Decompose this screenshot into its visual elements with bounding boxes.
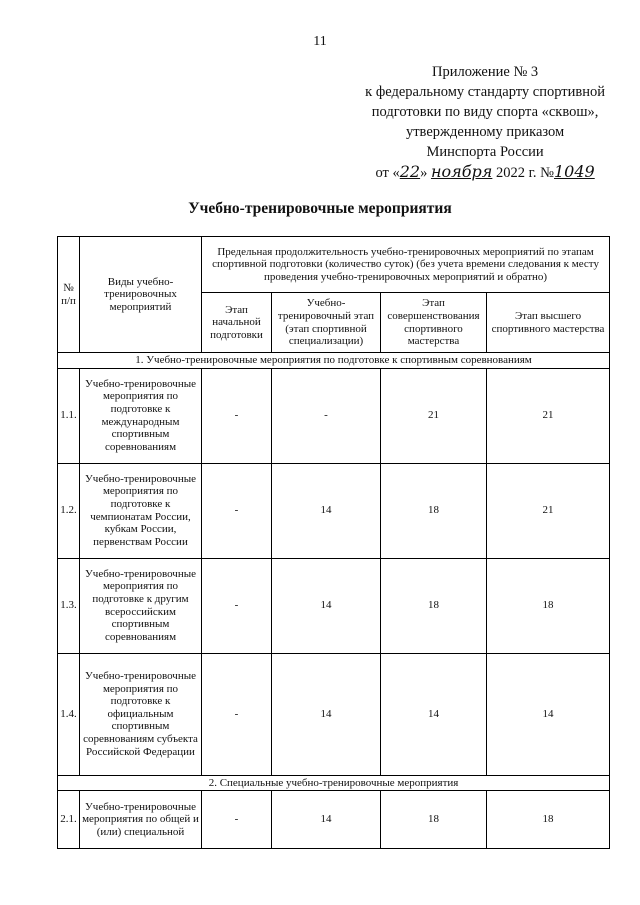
row-value: - [202, 791, 272, 849]
table-row [58, 368, 610, 463]
date-prefix: от « [375, 165, 400, 181]
col-stage1-header: Этап начальной подготовки [202, 293, 272, 353]
appendix-block [365, 62, 605, 183]
row-value: 18 [381, 463, 487, 558]
row-value: - [272, 368, 381, 463]
appendix-line: к федеральному стандарту спортивной [365, 84, 605, 100]
col-stage2-header: Учебно-тренировочный этап (этап спортивной специализации) [272, 293, 381, 353]
row-value: - [202, 463, 272, 558]
section-row [58, 353, 610, 369]
table-row [58, 653, 610, 775]
row-name: Учебно-тренировочные мероприятия по общей и (или) специальной [80, 791, 202, 849]
col-stage3-header: Этап совершенствования спортивного мастерства [381, 293, 487, 353]
row-num: 1.3. [58, 558, 80, 653]
row-num: 1.4. [58, 653, 80, 775]
row-value: 14 [272, 791, 381, 849]
row-value: - [202, 558, 272, 653]
row-num: 1.2. [58, 463, 80, 558]
col-num-header: № п/п [58, 237, 80, 353]
row-name: Учебно-тренировочные мероприятия по подготовке к другим всероссийским спортивным соревнованиям [80, 558, 202, 653]
section-row [58, 775, 610, 791]
header-row [58, 237, 610, 293]
col-name-header: Виды учебно-тренировочных мероприятий [80, 237, 202, 353]
row-value: 21 [381, 368, 487, 463]
row-value: 14 [272, 653, 381, 775]
row-value: 14 [381, 653, 487, 775]
training-events-table [57, 236, 610, 849]
document-title: Учебно-тренировочные мероприятия [188, 200, 452, 217]
appendix-line: подготовки по виду спорта «сквош», [371, 104, 599, 120]
section-2-title: 2. Специальные учебно-тренировочные мероприятия [58, 775, 610, 791]
appendix-line: Минспорта России [426, 144, 544, 160]
row-value: - [202, 368, 272, 463]
handwritten-month: ноября [430, 162, 493, 181]
col-stage4-header: Этап высшего спортивного мастерства [487, 293, 610, 353]
row-name: Учебно-тренировочные мероприятия по подготовке к чемпионатам России, кубкам России, первенствам России [80, 463, 202, 558]
row-value: - [202, 653, 272, 775]
date-year: 2022 г. № [492, 165, 554, 181]
table-row [58, 791, 610, 849]
row-value: 21 [487, 463, 610, 558]
page-number: 11 [313, 34, 327, 49]
row-value: 18 [487, 791, 610, 849]
row-value: 18 [381, 791, 487, 849]
row-value: 18 [381, 558, 487, 653]
section-1-title: 1. Учебно-тренировочные мероприятия по подготовке к спортивным соревнованиям [58, 353, 610, 369]
row-value: 18 [487, 558, 610, 653]
handwritten-order-number: 1049 [554, 162, 595, 181]
table-row [58, 558, 610, 653]
table-row [58, 463, 610, 558]
row-name: Учебно-тренировочные мероприятия по подготовке к международным спортивным соревнованиям [80, 368, 202, 463]
row-name: Учебно-тренировочные мероприятия по подготовке к официальным спортивным соревнованиям субъекта Российской Федерации [80, 653, 202, 775]
appendix-line: утвержденному приказом [405, 124, 565, 140]
date-mid: » [420, 165, 431, 181]
row-value: 14 [272, 463, 381, 558]
appendix-line: Приложение № 3 [432, 64, 539, 80]
order-date-line [375, 162, 594, 183]
row-num: 1.1. [58, 368, 80, 463]
row-value: 14 [272, 558, 381, 653]
col-group-header: Предельная продолжительность учебно-тренировочных мероприятий по этапам спортивной подготовки (количество суток) (без учета времени следования к месту проведения учебно-тренировочных мероприятий и обратно) [202, 237, 610, 293]
row-num: 2.1. [58, 791, 80, 849]
row-value: 21 [487, 368, 610, 463]
handwritten-day: 22 [399, 162, 421, 181]
row-value: 14 [487, 653, 610, 775]
